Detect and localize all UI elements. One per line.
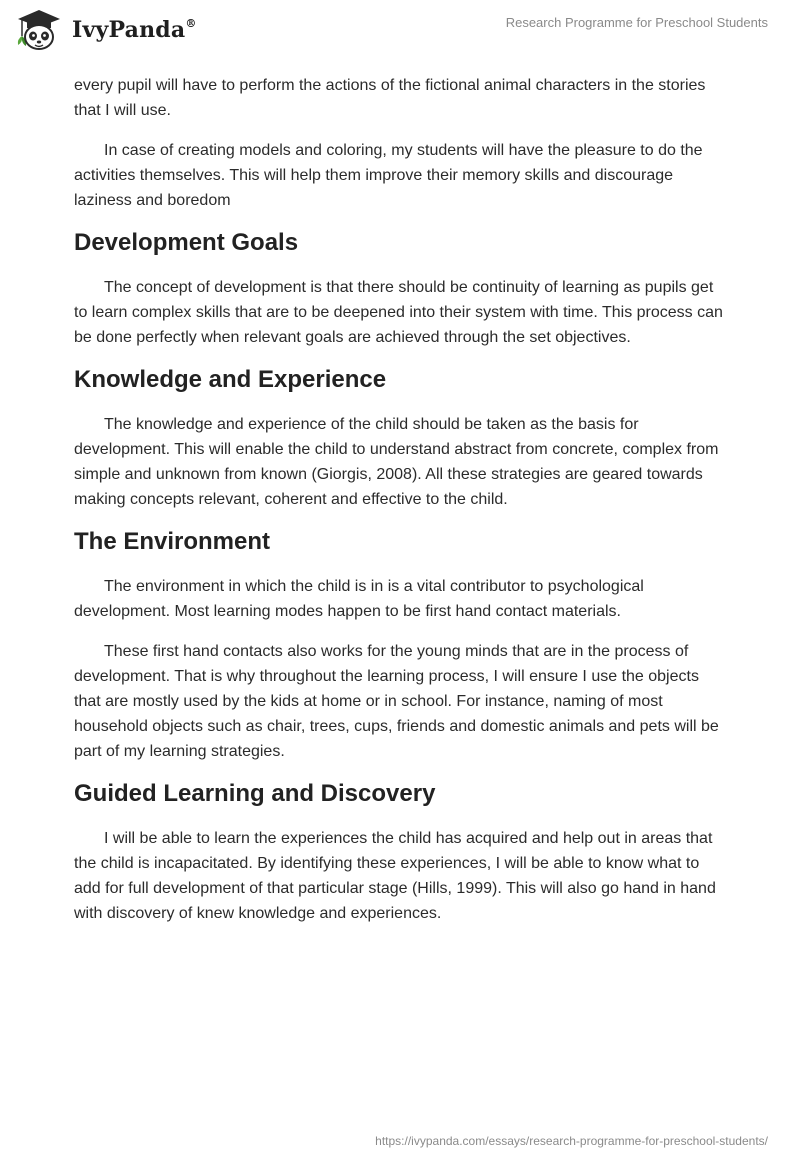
- body-paragraph: I will be able to learn the experiences the child has acquired and help out in areas that the child is incapacitated. By identifying these experiences, I will be able to know what to add for full development of that particular stage (Hills, 1999). This will also go hand in hand with discovery of knew knowledge and experiences.: [74, 830, 716, 922]
- document-title: Research Programme for Preschool Students: [505, 15, 768, 30]
- panda-graduate-icon: [14, 8, 64, 52]
- source-url[interactable]: https://ivypanda.com/essays/research-programme-for-preschool-students/: [375, 1134, 768, 1148]
- registered-mark: ®: [185, 16, 197, 30]
- essay-content: [74, 73, 724, 941]
- brand-name: [72, 17, 197, 43]
- brand-name-text: IvyPanda: [72, 17, 186, 43]
- body-paragraph: The environment in which the child is in is a vital contributor to psychological development. Most learning modes happen to be first hand contact materials.: [74, 578, 644, 620]
- body-paragraph: The knowledge and experience of the child should be taken as the basis for development. This will enable the child to understand abstract from concrete, complex from simple and unknown from known (Giorgis, 2008). All these strategies are geared towards making concepts relevant, coherent and effective to the child.: [74, 416, 719, 508]
- body-paragraph: These first hand contacts also works for the young minds that are in the process of development. That is why throughout the learning process, I will ensure I use the objects that are mostly used by the kids at home or in school. For instance, naming of most household objects such as chair, trees, cups, friends and domestic animals and pets will be part of my learning strategies.: [74, 643, 719, 760]
- section-heading: Guided Learning and Discovery: [74, 780, 436, 807]
- body-paragraph: The concept of development is that there should be continuity of learning as pupils get to learn complex skills that are to be deepened into their system with time. This process can be done perfectly when relevant goals are achieved through the set objectives.: [74, 279, 723, 346]
- section-heading: Knowledge and Experience: [74, 366, 387, 393]
- body-paragraph: every pupil will have to perform the actions of the fictional animal characters in the stories that I will use.: [74, 77, 706, 119]
- page-header: [0, 0, 800, 70]
- section-heading: Development Goals: [74, 229, 299, 256]
- body-paragraph: In case of creating models and coloring, my students will have the pleasure to do the activities themselves. This will help them improve their memory skills and discourage laziness and boredom: [74, 142, 703, 209]
- ivypanda-logo[interactable]: [14, 8, 197, 52]
- section-heading: The Environment: [74, 528, 271, 555]
